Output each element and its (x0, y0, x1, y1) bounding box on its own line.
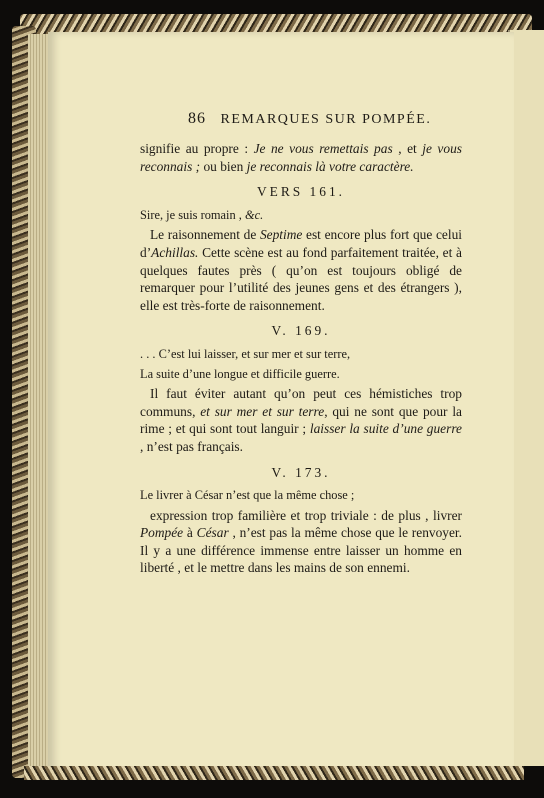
quoted-verse (140, 346, 462, 364)
text-run: La suite d’une longue et difficile guerre. (140, 366, 340, 381)
paragraph (140, 385, 462, 455)
quoted-verse (140, 207, 462, 225)
section-heading: V. 173. (271, 464, 331, 480)
italic-run: Achillas. (151, 244, 199, 260)
text-run: à (183, 525, 197, 541)
italic-run: je reconnais là votre caractère. (246, 158, 414, 174)
text-run: Le livrer à César n’est que la même chose ; (140, 488, 355, 503)
text-run: , n’est pas la même chose que le renvoyer. Il y a une différence immense entre laisser un homme en liberté , et le mettre dans les mains de son ennemi. (140, 525, 462, 576)
running-header (188, 110, 458, 128)
book-bottom-edge (24, 766, 524, 780)
text-run: . . . C’est lui laisser, et sur mer et sur terre, (140, 346, 351, 361)
text-run: Cette scène est au fond parfaitement traitée, et à quelques fautes près ( qu’on est toujours obligé de remarquer pour l’utilité des jeunes gens et des étrangers ), elle est très-forte de raisonnement. (140, 244, 462, 313)
text-run: ou bien (200, 158, 247, 174)
running-title: REMARQUES SUR POMPÉE. (220, 112, 432, 127)
section-heading: V. 169. (271, 323, 331, 339)
italic-run: je vous reconnais ; (140, 141, 462, 174)
italic-run: Je ne vous remettais pas (253, 141, 393, 156)
paragraph (140, 140, 462, 175)
text-run: , n’est pas français. (140, 438, 243, 454)
paragraph (140, 226, 462, 314)
italic-run: Septime (259, 227, 303, 243)
quoted-verse (140, 487, 462, 505)
text-run: Sire, je suis romain , (140, 207, 245, 222)
quoted-verse (140, 366, 462, 384)
paragraph (140, 507, 462, 577)
page-text (140, 138, 462, 585)
text-run: signifie au propre : (140, 141, 254, 156)
section-heading: VERS 161. (256, 184, 345, 200)
text-run: Il faut éviter autant qu’on peut ces hémistiches trop communs, (140, 386, 462, 419)
italic-run: César (196, 525, 229, 541)
text-run: , et (392, 141, 423, 156)
text-run: , qui ne sont que pour la rime ; et qui sont tout languir ; (140, 403, 462, 437)
italic-run: laisser la suite d’une guerre (309, 421, 462, 437)
italic-run: &c. (244, 207, 264, 222)
italic-run: Pompée (140, 525, 184, 541)
text-run: est encore plus fort que celui d’ (140, 227, 462, 260)
text-run: Le raisonnement de (150, 227, 260, 243)
italic-run: et sur mer et sur terre (200, 403, 325, 419)
page-number: 86 (188, 110, 206, 127)
text-run: expression trop familière et trop triviale : de plus , livrer (150, 507, 462, 523)
